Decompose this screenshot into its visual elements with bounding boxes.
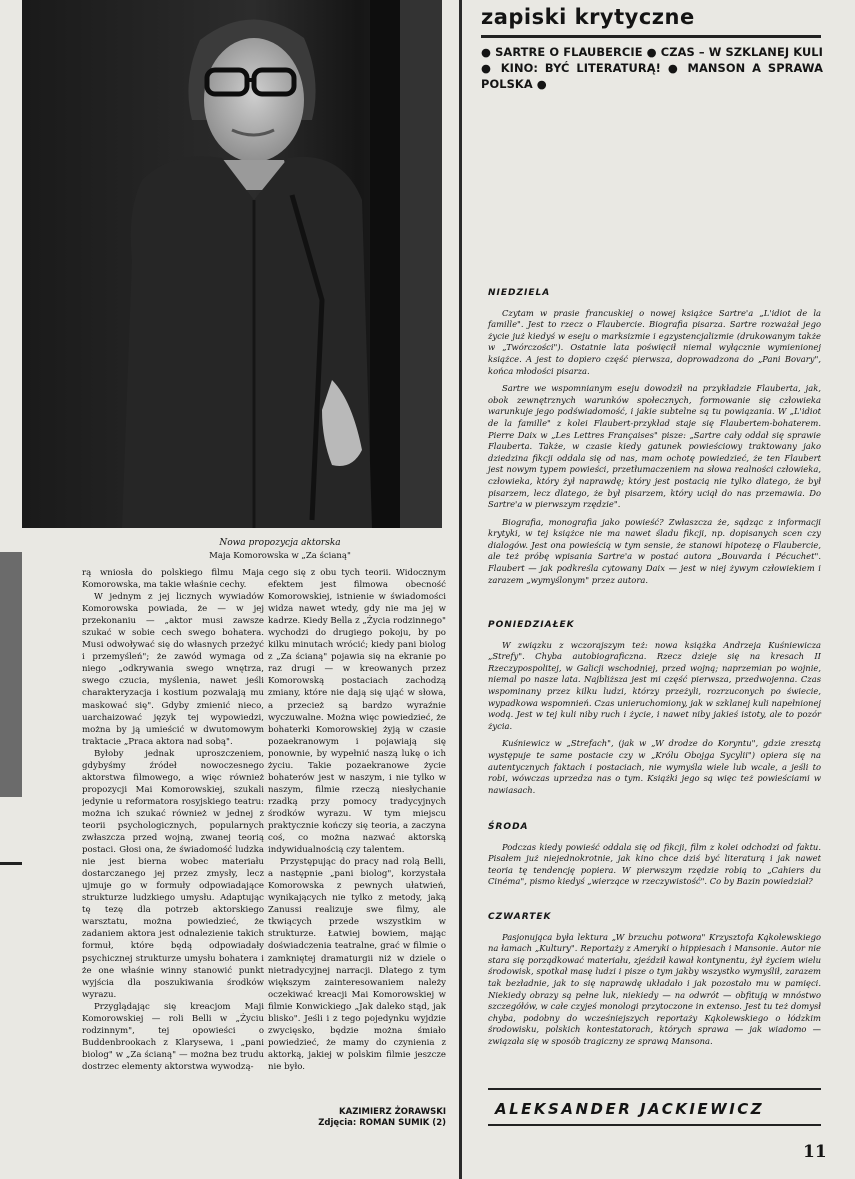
diary-niedziela <box>488 282 821 592</box>
topics-list: ● SARTRE O FLAUBERCIE ● CZAS – W SZKLANEJ KULI ● KINO: BYĆ LITERATURĄ! ● MANSON A SPRAWA POLSKA ● <box>481 45 824 91</box>
paragraph: Pasjonująca była lektura „W brzuchu potwora" Krzysztofa Kąkolewskiego na łamach „Kultury". Reportaży z Ameryki o hippiesach i Mansonie. Autor nie stara się porządkować materiału, zjeździł kawał kontynentu, żył życiem wielu środowisk, spotkał masę ludzi i pisze o tym jakby wszystko wymyślił, zarazem tak bezładnie, jak to się naprawdę układało i jak pozostało mu w pamięci. Niekiedy obrazy są pełne luk, niekiedy — na odwrót — obfitują w mnóstwo szczegółów, w całe czyjeś monologi przytoczone in extenso. Jest tu też domysł chyba, podobny do wcześniejszych reportaży Kąkolewskiego o łódzkim środowisku, polskich kontestatorach, których sprawa — jak wiadomo — związała się w sposób tragiczny ze sprawą Mansona. <box>488 931 821 1046</box>
rule-bottom <box>488 1124 821 1126</box>
paragraph: Byłoby jednak uproszczeniem, gdybyśmy źródeł nowoczesnego aktorstwa filmowego, a więc również propozycji Mai Komorowskiej, szukali jedynie u reformatora rosyjskiego teatru: można ich szukać również w jednej z teorii psychologicznych, popularnych zwłaszcza przed wojną, zwanej teorią postaci. Głosi ona, że świadomość ludzka nie jest bierna wobec materiału dostarczanego jej przez zmysły, lecz ujmuje go w formuły odpowiadające strukturze ludzkiego umysłu. Adaptując tę tezę dla potrzeb aktorskiego warsztatu, można powiedzieć, że zadaniem aktora jest odnalezienie takich formuł, które będą odpowiadały psychicznej strukturze umysłu bohatera i że one właśnie winny stanowić punkt wyjścia dla poszukiwania środków wyrazu. <box>82 748 264 1000</box>
paragraph: W jednym z jej licznych wywiadów Komorowska powiada, że — w jej przekonaniu — „aktor musi zawsze szukać w sobie cech swego bohatera. Musi odwoływać się do własnych przeżyć i przemyśleń"; że zawód wymaga od niego „odkrywania swego wnętrza, swego czucia, myślenia, nawet jeśli charakteryzacja i kostium pozwalają mu maskować się". Gdyby zmienić nieco, uarchaizować język tej wypowiedzi, można by ją umieścić w dwutomowym traktacie „Praca aktora nad sobą". <box>82 592 264 747</box>
paragraph: Podczas kiedy powieść oddala się od fikcji, film z kolei odchodzi od faktu. Pisałem już niejednokrotnie, jak kino chce dziś być literaturą i jak nawet teoria tę tendencję popiera. W pierwszym rzędzie robią to „Cahiers du Cinéma", pismo kiedyś „wierzące w rzeczywistość". Co by Bazin powiedział? <box>488 841 821 887</box>
article-column-2 <box>268 567 446 1112</box>
diary-czwartek <box>488 906 821 1054</box>
column-divider <box>459 0 462 1179</box>
paragraph: W związku z wczorajszym też: nowa książka Andrzeja Kuśniewicza „Strefy". Chyba autobiograficzna. Rzecz dzieje się na kresach II Rzeczypospolitej, w Galicji wschodniej, przed wojną; naprzemian po wojnie, niemal po nasze lata. Najbliższa jest mi część pierwsza, przedwojenna. Czas wspominany przez kilku ludzi, którzy przeżyli, rozrzuconych po świecie, wypadkowa wspomnień. Czas unieruchomiony, jak w szklanej kuli napełnionej wodą. Jest w tej kuli niby ruch i życie, i nawet niby jakieś istoty, ale to pozór życia. <box>488 639 821 731</box>
side-rule <box>0 862 22 865</box>
diary-author: ALEKSANDER JACKIEWICZ <box>495 1100 765 1118</box>
paragraph: Czytam w prasie francuskiej o nowej książce Sartre'a „L'idiot de la famille". Jest to rzecz o Flaubercie. Biografia pisarza. Sartre rozważał jego życie już kiedyś w eseju o marksizmie i egzystencjalizmie (drukowanym także w „Twórczości"). Ostatnie lata poświęcił niemal wyłącznie wymienionej książce. A jest to dopiero część pierwsza, doprowadzona do „Pani Bovary", końca młodości pisarza. <box>488 307 821 376</box>
day-heading: ŚRODA <box>488 822 529 832</box>
photo-caption <box>150 537 410 563</box>
caption-line-1: Nowa propozycja aktorska <box>219 538 341 548</box>
byline-author: KAZIMIERZ ŻORAWSKI <box>339 1107 446 1117</box>
portrait-photo-image <box>22 0 442 528</box>
paragraph: Biografia, monografia jako powieść? Zwłaszcza że, sądząc z informacji krytyki, w tej książce nie ma nawet śladu fikcji, np. dopisanych scen czy dialogów. Jest ona powieścią w tym sensie, że stanowi hipotezę o Flaubercie, ale też próbę wpisania Sartre'a w postać autora „Bouvarda i Pécuchet". Flaubert — jak podkreśla cytowany Daix — jest w niej żywym człowiekiem i zarazem „wymyślonym" przez autora. <box>488 516 821 585</box>
portrait-photo <box>22 0 442 528</box>
diary-sroda <box>488 816 821 894</box>
rule-top <box>488 1088 821 1090</box>
paragraph: Przystępując do pracy nad rolą Belli, a następnie „pani biolog", korzystała Komorowska z pewnych ułatwień, wynikających nie tylko z metody, jaką Zanussi realizuje swe filmy, ale tkwiących przede wszystkim w strukturze. Łatwiej bowiem, mając doświadczenia teatralne, grać w filmie o zamkniętej dramaturgii niż w dziele o nietradycyjnej narracji. Dlatego z tym większym zainteresowaniem należy oczekiwać kreacji Mai Komorowskiej w filmie Konwickiego „Jak daleko stąd, jak blisko". Jeśli i z tego pojedynku wyjdzie zwycięsko, będzie można śmiało powiedzieć, że mamy do czynienia z aktorką, jakiej w polskim filmie jeszcze nie było. <box>268 857 446 1072</box>
article-column-1 <box>82 567 264 1155</box>
paragraph: cego się z obu tych teorii. Widocznym efektem jest filmowa obecność Komorowskiej, istnienie w świadomości widza nawet wtedy, gdy nie ma jej w kadrze. Kiedy Bella z „Życia rodzinnego" wychodzi do drugiego pokoju, by po kilku minutach wrócić; kiedy pani biolog z „Za ścianą" pojawia się na ekranie po raz drugi — w kreowanych przez Komorowską postaciach zachodzą zmiany, które nie dają się ująć w słowa, a przecież są bardzo wyraźnie wyczuwalne. Można więc powiedzieć, że bohaterki Komorowskiej żyją w czasie pozaekranowym i pojawiają się ponownie, by wypełnić naszą lukę o ich życiu. Takie pozaekranowe życie bohaterów jest w naszym, i nie tylko w naszym, filmie rzeczą niesłychanie rzadką przy pomocy tradycyjnych środków wyrazu. W tym miejscu praktycznie kończy się teoria, a zaczyna coś, co można nazwać aktorską indywidualnością czy talentem. <box>268 568 446 856</box>
paragraph: Przyglądając się kreacjom Maji Komorowskiej — roli Belli w „Życiu rodzinnym", tej opowieści o Buddenbrookach z Klarysewa, i „pani biolog" w „Za ścianą" — można bez trudu dostrzec elementy aktorstwa wywodzą- <box>82 1001 264 1072</box>
page-number: 11 <box>803 1142 827 1162</box>
day-heading: PONIEDZIAŁEK <box>488 620 575 630</box>
section-title: zapiski krytyczne <box>481 5 695 29</box>
byline-photos: Zdjęcia: ROMAN SUMIK (2) <box>318 1118 446 1128</box>
byline <box>268 1107 446 1129</box>
section-header <box>481 0 821 38</box>
side-photo-strip <box>0 552 22 797</box>
day-heading: CZWARTEK <box>488 912 552 922</box>
paragraph: Sartre we wspomnianym eseju dowodził na przykładzie Flauberta, jak, obok zewnętrznych warunków społecznych, formowanie się człowieka warunkuje jego podświadomość, i jakie subtelne są tu powiązania. W „L'idiot de la famille" z kolei Flaubert-przykład staje się Flaubertem-bohaterem. Pierre Daix w „Les Lettres Françaises" pisze: „Sartre cały oddał się sprawie Flauberta. Także, w czasie kiedy gatunek powieściowy traktowany jako dziedzina fikcji oddala się od nas, mam ochotę powiedzieć, że ten Flaubert jest nowym typem powieści, przetłumaczeniem na słowa realności człowieka, człowieka, który żył naprawdę; który jest postacią nie tylko dlatego, że był pisarzem, lecz dlatego, że był pisarzem, który uciął do nas przemawia. Do Sartre'a w pierwszym rzędzie". <box>488 383 821 510</box>
diary-poniedzialek <box>488 614 821 802</box>
paragraph: Kuśniewicz w „Strefach", (jak w „W drodze do Koryntu", gdzie zresztą występuje te same postacie czy w „Królu Obojga Sycylii") opiera się na autentycznych faktach i postaciach, nie wymyśla wiele lub wcale, a jeśli to robi, wówczas uprzedza nas o tym. Książki jego są więc też powieściami w nawiasach. <box>488 738 821 795</box>
caption-line-2: Maja Komorowska w „Za ścianą" <box>209 551 351 561</box>
paragraph: rą wniosła do polskiego filmu Maja Komorowska, ma takie właśnie cechy. <box>82 568 264 591</box>
day-heading: NIEDZIELA <box>488 288 551 298</box>
